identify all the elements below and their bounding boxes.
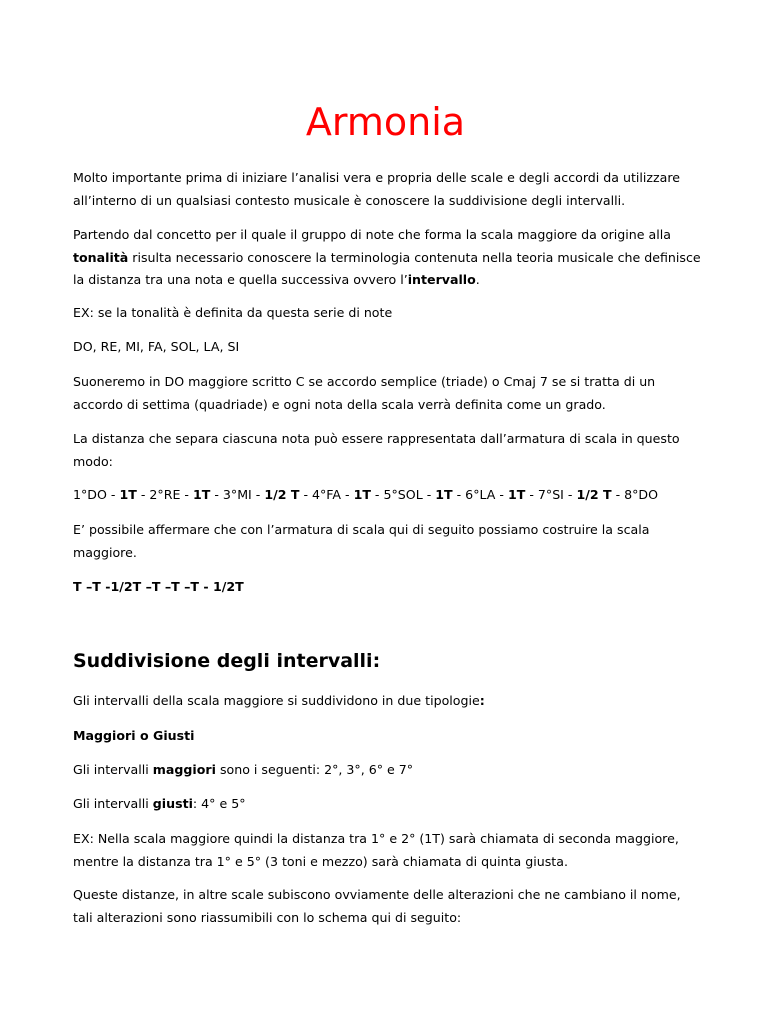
alterations-line-1: Queste distanze, in altre scale subiscono ovviamente delle alterazioni che ne cambiano il nome, [73, 887, 681, 902]
distance-line-2: modo: [73, 453, 113, 469]
intro-paragraph [73, 167, 698, 212]
perfect-term: giusti [152, 796, 193, 811]
alterations-line-2: tali alterazioni sono riassumibili con lo schema qui di seguito: [73, 909, 462, 925]
section-heading-text: Suddivisione degli intervalli [73, 650, 373, 672]
step-1: 1T [119, 487, 137, 502]
example-line-1: EX: Nella scala maggiore quindi la distanza tra 1° e 2° (1T) sarà chiamata di seconda maggiore, [73, 831, 679, 846]
types-intro-colon: : [479, 693, 485, 708]
section-heading-colon: : [372, 650, 381, 672]
step-pattern: T –T -1/2T –T –T –T - 1/2T [73, 579, 244, 594]
degree-8: - 8°DO [611, 487, 659, 502]
distance-paragraph [73, 428, 698, 473]
example-intro: EX: se la tonalità è definita da questa serie di note [73, 305, 393, 320]
tonality-line-2 [73, 247, 701, 270]
degree-4: - 4°FA - [299, 487, 354, 502]
construction-line-1: E’ possibile affermare che con l’armatura di scala qui di seguito possiamo costruire la scala [73, 522, 650, 537]
example-line-2: mentre la distanza tra 1° e 5° (3 toni e mezzo) sarà chiamata di quinta giusta. [73, 853, 568, 869]
example-paragraph [73, 828, 698, 873]
tonality-paragraph [73, 224, 701, 292]
intro-line-1: Molto importante prima di iniziare l’analisi vera e propria delle scale e degli accordi da utilizzare [73, 170, 680, 185]
degree-2: - 2°RE - [136, 487, 193, 502]
major-intervals-pre: Gli intervalli [73, 762, 153, 777]
interval-term: intervallo [407, 272, 476, 287]
page-title: Armonia [305, 100, 466, 144]
major-intervals [73, 759, 698, 782]
major-term: maggiori [152, 762, 216, 777]
perfect-intervals [73, 793, 698, 816]
tonality-term: tonalità [73, 249, 129, 265]
step-3: 1/2 T [264, 487, 300, 502]
degree-5: - 5°SOL - [370, 487, 436, 502]
degree-1: 1°DO - [73, 487, 120, 502]
step-7: 1/2 T [576, 487, 612, 502]
key-line-2: accordo di settima (quadriade) e ogni nota della scala verrà definita come un grado. [73, 396, 606, 412]
tonality-line-3-text: la distanza tra una nota e quella successiva ovvero l’ [73, 272, 408, 287]
distance-line-1: La distanza che separa ciascuna nota può essere rappresentata dall’armatura di scala in questo [73, 431, 680, 446]
section-heading [73, 647, 698, 675]
tonality-line-2-text: risulta necessario conoscere la terminologia contenuta nella teoria musicale che definisce [128, 249, 701, 265]
notes-series: DO, RE, MI, FA, SOL, LA, SI [73, 339, 240, 354]
key-line-1: Suoneremo in DO maggiore scritto C se accordo semplice (triade) o Cmaj 7 se si tratta di un [73, 374, 656, 389]
types-subheading: Maggiori o Giusti [73, 728, 195, 743]
scale-degrees [73, 484, 698, 507]
perfect-intervals-pre: Gli intervalli [73, 796, 153, 811]
step-5: 1T [435, 487, 453, 502]
types-intro [73, 690, 698, 713]
construction-paragraph [73, 519, 698, 564]
degree-3: - 3°MI - [210, 487, 265, 502]
tonality-line-3 [73, 269, 698, 292]
step-6: 1T [507, 487, 526, 502]
perfect-intervals-list: : 4° e 5° [192, 796, 246, 811]
step-2: 1T [192, 487, 211, 502]
degree-6: - 6°LA - [452, 487, 508, 502]
intro-line-2: all’interno di un qualsiasi contesto musicale è conoscere la suddivisione degli intervalli. [73, 192, 626, 208]
alterations-paragraph [73, 884, 698, 929]
step-4: 1T [353, 487, 371, 502]
tonality-line-1: Partendo dal concetto per il quale il gruppo di note che forma la scala maggiore da origine alla [73, 227, 671, 242]
degree-7: - 7°SI - [525, 487, 577, 502]
major-intervals-list: sono i seguenti: 2°, 3°, 6° e 7° [215, 762, 414, 777]
tonality-line-3-end: . [475, 272, 480, 287]
construction-line-2: maggiore. [73, 544, 137, 560]
key-paragraph [73, 371, 698, 416]
types-intro-text: Gli intervalli della scala maggiore si suddividono in due tipologie [73, 693, 480, 708]
